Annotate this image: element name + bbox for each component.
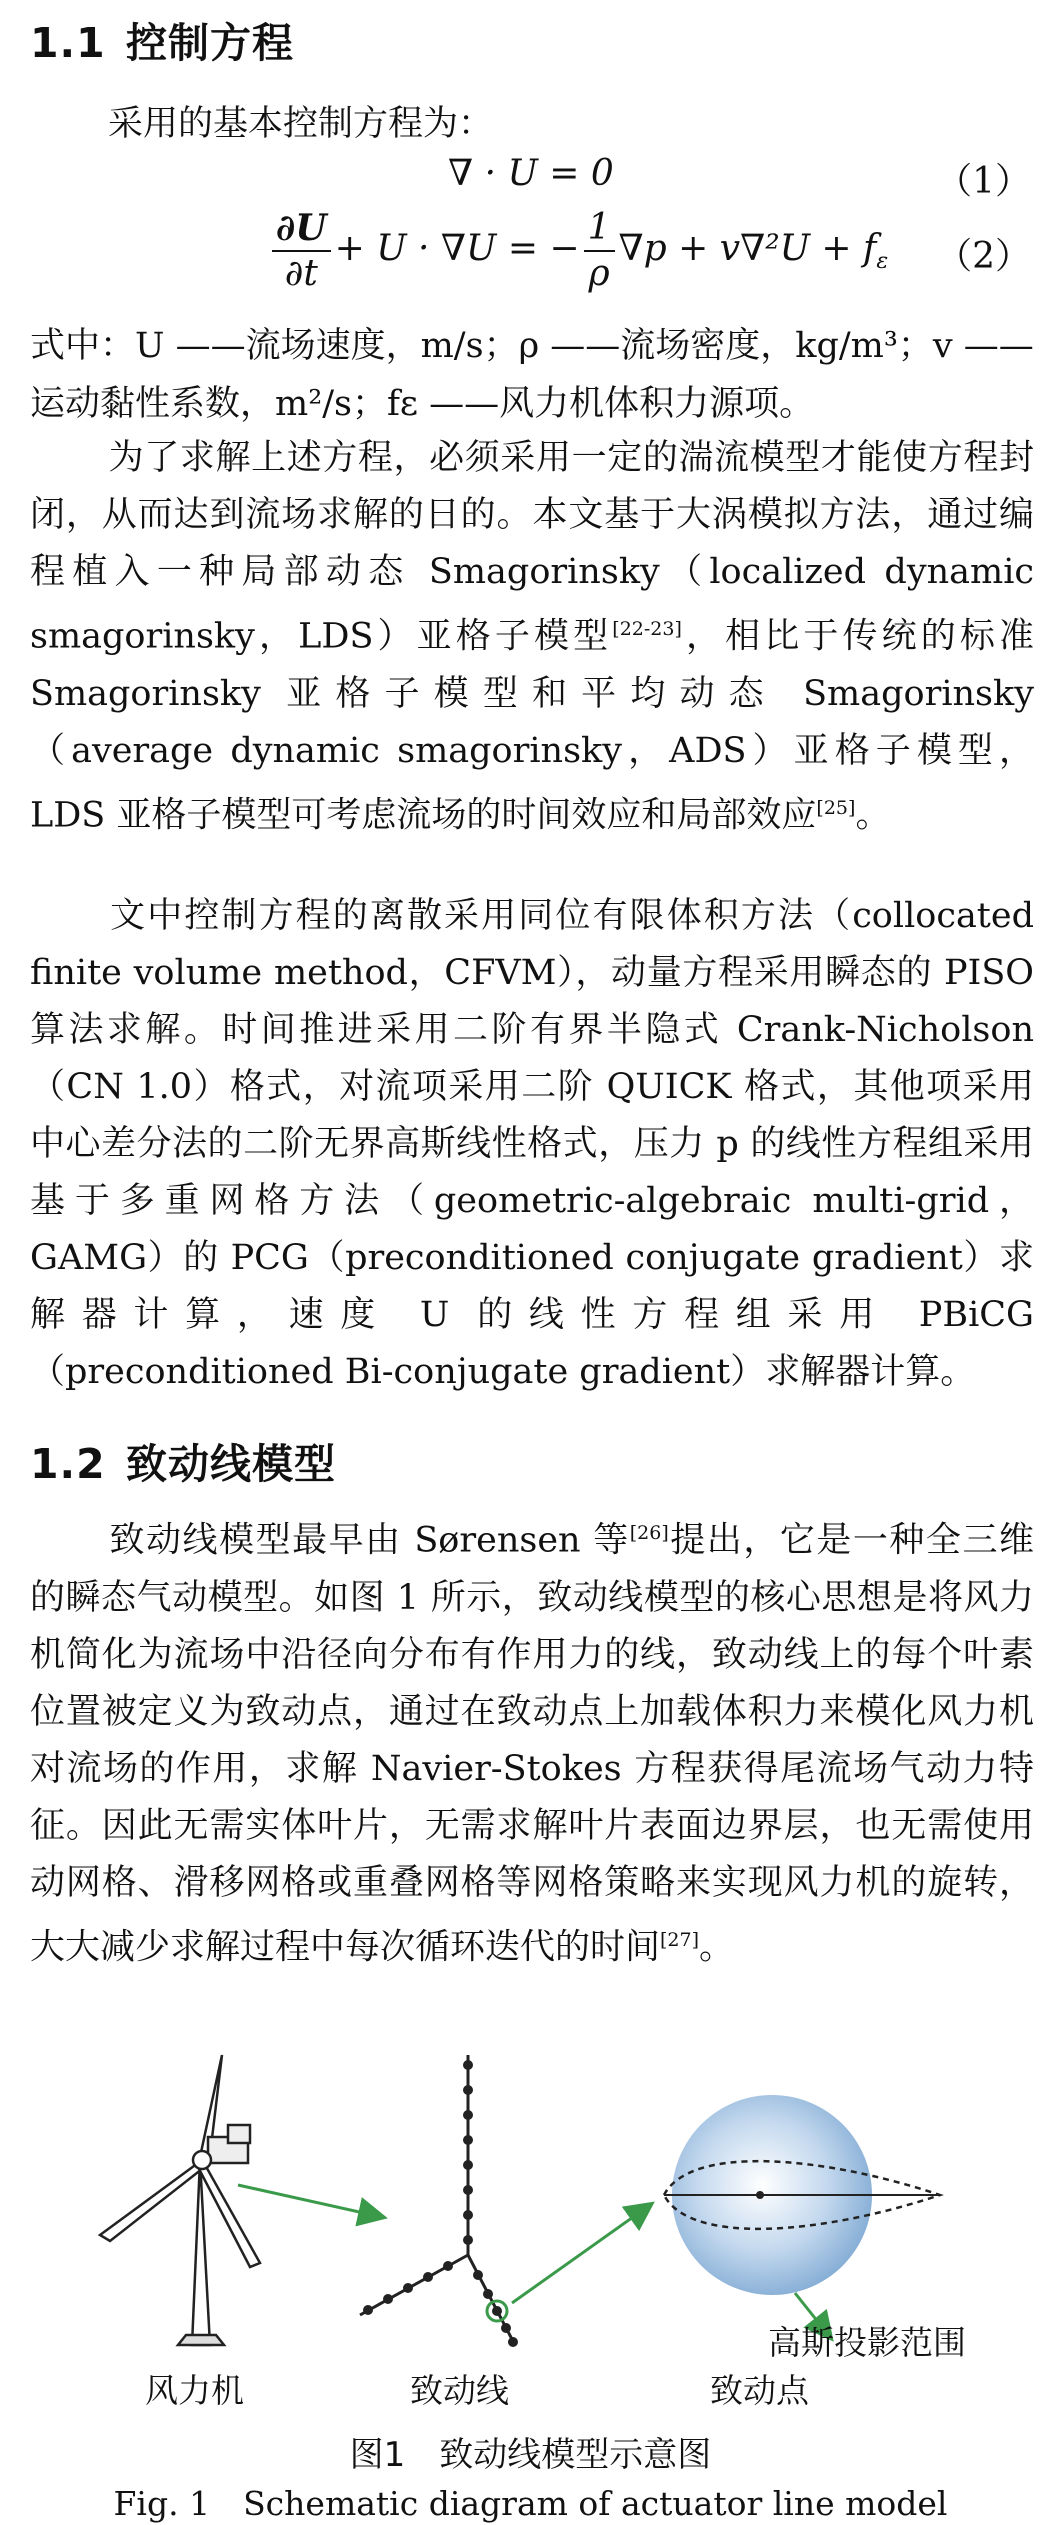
para3-text-c: 。 bbox=[699, 1927, 735, 1968]
citation: [25] bbox=[816, 796, 856, 819]
label-wind-turbine: 风力机 bbox=[145, 2371, 244, 2410]
figure-caption-en: Fig. 1 Schematic diagram of actuator line model bbox=[113, 2484, 948, 2523]
section-heading-1-1 bbox=[30, 10, 294, 69]
equation-1-number: （1） bbox=[936, 161, 1031, 202]
equation-2-number: （2） bbox=[936, 236, 1031, 277]
para1-text-b: ，相比于传统的标准 Smagorinsky 亚格子模型和平均动态 Smagorinsky（average dynamic smagorinsky，ADS）亚格子模型，LDS 亚格子模型可考虑流场的时间效应和局部效应 bbox=[30, 616, 1034, 836]
section-number: 1.2 bbox=[30, 1440, 106, 1488]
equation-2-rhs: ∇p + v∇²U + f bbox=[618, 228, 877, 269]
frac-numerator: 1 bbox=[584, 206, 615, 252]
section-number: 1.1 bbox=[30, 19, 106, 67]
citation: [27] bbox=[660, 1928, 700, 1951]
actuator-line-icon bbox=[360, 2055, 518, 2347]
equation-2-lhs-fraction bbox=[272, 206, 331, 296]
arrow-icon bbox=[512, 2205, 650, 2303]
para3-text: 致动线模型最早由 Sørensen 等 bbox=[108, 1520, 630, 1561]
equation-2-middle: + U · ∇U = − bbox=[334, 228, 580, 269]
arrow-icon bbox=[238, 2185, 382, 2217]
citation: [22-23] bbox=[612, 618, 682, 640]
section-title: 致动线模型 bbox=[126, 1440, 336, 1488]
gaussian-sphere-icon bbox=[664, 2095, 940, 2295]
figure-caption-cn: 图1 致动线模型示意图 bbox=[349, 2435, 712, 2475]
section-heading-1-2 bbox=[30, 1431, 336, 1490]
frac-denominator: ρ bbox=[588, 253, 610, 294]
figure-1 bbox=[60, 2045, 1020, 2435]
label-gaussian-range: 高斯投影范围 bbox=[768, 2323, 966, 2362]
para1-text: 为了求解上述方程，必须采用一定的湍流模型才能使方程封闭，从而达到流场求解的日的。本文基于大涡模拟方法，通过编程植入一种局部动态 Smagorinsky（localized dynamic smagorinsky，LDS）亚格子模型 bbox=[30, 438, 1034, 657]
frac-numerator: ∂U bbox=[272, 206, 331, 252]
paragraph-actuator-line bbox=[30, 1505, 1034, 1976]
equation-2 bbox=[268, 206, 888, 296]
wind-turbine-icon bbox=[100, 2055, 260, 2345]
equations-intro: 采用的基本控制方程为： bbox=[108, 104, 494, 144]
equation-2-subscript: ε bbox=[876, 249, 889, 275]
paragraph-discretization bbox=[30, 888, 1034, 1401]
equation-2-rhs-fraction bbox=[584, 206, 615, 296]
label-actuator-line: 致动线 bbox=[410, 2371, 509, 2410]
para2-text: 文中控制方程的离散采用同位有限体积方法（collocated finite volume method，CFVM），动量方程采用瞬态的 PISO 算法求解。时间推进采用二阶有界半隐式 Crank-Nicholson（CN 1.0）格式，对流项采用二阶 QUICK 格式，其他项采用中心差分法的二阶无界高斯线性格式，压力 p 的线性方程组采用基于多重网格方法（geometric-algebraic multi-grid，GAMG）的 PCG（preconditioned conjugate gradient）求解器计算，速度 U 的线性方程组采用 PBiCG（preconditioned Bi-conjugate gradient）求解器计算。 bbox=[30, 896, 1034, 1392]
section-title: 控制方程 bbox=[126, 19, 294, 67]
citation: [26] bbox=[629, 1522, 669, 1544]
label-actuator-point: 致动点 bbox=[710, 2371, 809, 2410]
para1-text-c: 。 bbox=[855, 795, 891, 836]
definitions-line-1: 式中：U ——流场速度，m/s；ρ ——流场密度，kg/m³；v —— bbox=[30, 326, 1034, 366]
paragraph-turbulence-model bbox=[30, 430, 1034, 844]
frac-denominator: ∂t bbox=[284, 253, 318, 294]
definitions-line-2: 运动黏性系数，m²/s；fε ——风力机体积力源项。 bbox=[30, 384, 815, 424]
equation-1: ∇ · U = 0 bbox=[448, 153, 614, 194]
para3-text-b: 提出，它是一种全三维的瞬态气动模型。如图 1 所示，致动线模型的核心思想是将风力机简化为流场中沿径向分布有作用力的线，致动线上的每个叶素位置被定义为致动点，通过在致动点上加载体积力来模化风力机对流场的作用，求解 Navier-Stokes 方程获得尾流场气动力特征。因此无需实体叶片，无需求解叶片表面边界层，也无需使用动网格、滑移网格或重叠网格等网格策略来实现风力机的旋转，大大减少求解过程中每次循环迭代的时间 bbox=[30, 1520, 1034, 1968]
